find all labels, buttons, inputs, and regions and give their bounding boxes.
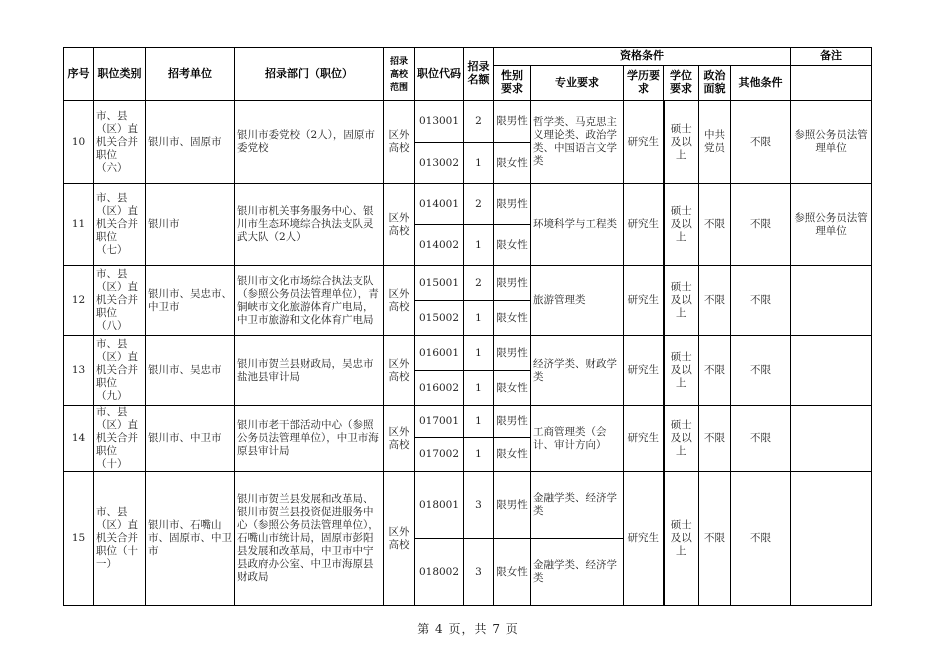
seq-cell: 15 bbox=[64, 472, 94, 606]
major-cell: 金融学类、经济学类 bbox=[531, 472, 624, 539]
gender-cell: 限女性 bbox=[494, 539, 531, 606]
school-range-cell: 区外高校 bbox=[384, 472, 415, 606]
header-education: 学历要求 bbox=[624, 66, 664, 101]
header-school-range: 招录高校范围 bbox=[384, 48, 415, 101]
header-code: 职位代码 bbox=[415, 48, 464, 101]
seq-cell: 12 bbox=[64, 266, 94, 336]
degree-cell: 硕士及以上 bbox=[664, 472, 699, 606]
remark-cell bbox=[791, 266, 872, 336]
major-cell: 环境科学与工程类 bbox=[531, 184, 624, 266]
remark-cell bbox=[791, 336, 872, 406]
seq-cell: 13 bbox=[64, 336, 94, 406]
quota-cell: 1 bbox=[464, 438, 494, 472]
unit-cell: 银川市、固原市 bbox=[146, 101, 235, 184]
education-cell: 研究生 bbox=[624, 101, 664, 184]
gender-cell: 限男性 bbox=[494, 406, 531, 438]
code-cell: 014002 bbox=[415, 225, 464, 266]
school-range-cell: 区外高校 bbox=[384, 336, 415, 406]
major-cell: 哲学类、马克思主义理论类、政治学类、中国语言文学类 bbox=[531, 101, 624, 184]
table-body bbox=[64, 101, 872, 606]
remark-cell bbox=[791, 472, 872, 606]
quota-cell: 2 bbox=[464, 184, 494, 225]
header-remark-blank bbox=[791, 66, 872, 101]
table-row bbox=[64, 406, 872, 438]
code-cell: 016002 bbox=[415, 371, 464, 406]
dept-cell: 银川市贺兰县财政局，吴忠市盐池县审计局 bbox=[235, 336, 384, 406]
unit-cell: 银川市、中卫市 bbox=[146, 406, 235, 472]
dept-cell: 银川市文化市场综合执法支队（参照公务员法管理单位），青铜峡市文化旅游体育广电局，中卫市旅游和文化体育广电局 bbox=[235, 266, 384, 336]
code-cell: 017001 bbox=[415, 406, 464, 438]
political-cell: 不限 bbox=[699, 266, 731, 336]
code-cell: 014001 bbox=[415, 184, 464, 225]
code-cell: 018001 bbox=[415, 472, 464, 539]
code-cell: 016001 bbox=[415, 336, 464, 371]
header-category: 职位类别 bbox=[94, 48, 146, 101]
other-cell: 不限 bbox=[731, 101, 791, 184]
quota-cell: 1 bbox=[464, 143, 494, 184]
category-cell: 市、县（区）直机关合并职位（八） bbox=[94, 266, 146, 336]
code-cell: 013002 bbox=[415, 143, 464, 184]
quota-cell: 1 bbox=[464, 406, 494, 438]
header-quota: 招录名额 bbox=[464, 48, 494, 101]
dept-cell: 银川市贺兰县发展和改革局、银川市贺兰县投资促进服务中心（参照公务员法管理单位），石嘴山市统计局，固原市彭阳县发展和改革局，中卫市中宁县政府办公室、中卫市海原县财政局 bbox=[235, 472, 384, 606]
gender-cell: 限女性 bbox=[494, 438, 531, 472]
table-row bbox=[64, 472, 872, 539]
code-cell: 013001 bbox=[415, 101, 464, 143]
gender-cell: 限男性 bbox=[494, 101, 531, 143]
major-cell: 经济学类、财政学类 bbox=[531, 336, 624, 406]
header-dept: 招录部门（职位） bbox=[235, 48, 384, 101]
other-cell: 不限 bbox=[731, 472, 791, 606]
gender-cell: 限男性 bbox=[494, 336, 531, 371]
quota-cell: 1 bbox=[464, 225, 494, 266]
quota-cell: 3 bbox=[464, 472, 494, 539]
category-cell: 市、县（区）直机关合并职位（七） bbox=[94, 184, 146, 266]
other-cell: 不限 bbox=[731, 406, 791, 472]
table-row bbox=[64, 266, 872, 301]
header-political: 政治面貌 bbox=[699, 66, 731, 101]
remark-cell: 参照公务员法管理单位 bbox=[791, 101, 872, 184]
school-range-cell: 区外高校 bbox=[384, 406, 415, 472]
header-other: 其他条件 bbox=[731, 66, 791, 101]
category-cell: 市、县（区）直机关合并职位（六） bbox=[94, 101, 146, 184]
unit-cell: 银川市、吴忠市 bbox=[146, 336, 235, 406]
education-cell: 研究生 bbox=[624, 336, 664, 406]
school-range-cell: 区外高校 bbox=[384, 184, 415, 266]
category-cell: 市、县（区）直机关合并职位（十一） bbox=[94, 472, 146, 606]
gender-cell: 限女性 bbox=[494, 143, 531, 184]
dept-cell: 银川市老干部活动中心（参照公务员法管理单位），中卫市海原县审计局 bbox=[235, 406, 384, 472]
code-cell: 017002 bbox=[415, 438, 464, 472]
table-row bbox=[64, 336, 872, 371]
political-cell: 不限 bbox=[699, 184, 731, 266]
education-cell: 研究生 bbox=[624, 472, 664, 606]
degree-cell: 硕士及以上 bbox=[664, 184, 699, 266]
header-qualifications: 资格条件 bbox=[494, 48, 791, 66]
header-degree: 学位要求 bbox=[664, 66, 699, 101]
table-row bbox=[64, 184, 872, 225]
education-cell: 研究生 bbox=[624, 406, 664, 472]
header-seq: 序号 bbox=[64, 48, 94, 101]
political-cell: 不限 bbox=[699, 336, 731, 406]
category-cell: 市、县（区）直机关合并职位（十） bbox=[94, 406, 146, 472]
quota-cell: 1 bbox=[464, 371, 494, 406]
other-cell: 不限 bbox=[731, 336, 791, 406]
unit-cell: 银川市、吴忠市、中卫市 bbox=[146, 266, 235, 336]
seq-cell: 10 bbox=[64, 101, 94, 184]
gender-cell: 限男性 bbox=[494, 266, 531, 301]
unit-cell: 银川市 bbox=[146, 184, 235, 266]
header-major: 专业要求 bbox=[531, 66, 624, 101]
quota-cell: 1 bbox=[464, 336, 494, 371]
major-cell: 工商管理类（会计、审计方向） bbox=[531, 406, 624, 472]
dept-cell: 银川市机关事务服务中心、银川市生态环境综合执法支队灵武大队（2人） bbox=[235, 184, 384, 266]
code-cell: 015001 bbox=[415, 266, 464, 301]
gender-cell: 限女性 bbox=[494, 371, 531, 406]
quota-cell: 2 bbox=[464, 266, 494, 301]
code-cell: 015002 bbox=[415, 301, 464, 336]
school-range-cell: 区外高校 bbox=[384, 101, 415, 184]
page-footer: 第 4 页，共 7 页 bbox=[417, 622, 519, 636]
header-unit: 招考单位 bbox=[146, 48, 235, 101]
header-remark: 备注 bbox=[791, 48, 872, 66]
header-gender: 性别要求 bbox=[494, 66, 531, 101]
education-cell: 研究生 bbox=[624, 266, 664, 336]
gender-cell: 限男性 bbox=[494, 184, 531, 225]
school-range-cell: 区外高校 bbox=[384, 266, 415, 336]
degree-cell: 硕士及以上 bbox=[664, 266, 699, 336]
recruitment-table bbox=[63, 47, 872, 606]
education-cell: 研究生 bbox=[624, 184, 664, 266]
gender-cell: 限男性 bbox=[494, 472, 531, 539]
other-cell: 不限 bbox=[731, 184, 791, 266]
quota-cell: 2 bbox=[464, 101, 494, 143]
major-cell: 金融学类、经济学类 bbox=[531, 539, 624, 606]
dept-cell: 银川市委党校（2人），固原市委党校 bbox=[235, 101, 384, 184]
quota-cell: 3 bbox=[464, 539, 494, 606]
table-row bbox=[64, 101, 872, 143]
code-cell: 018002 bbox=[415, 539, 464, 606]
seq-cell: 14 bbox=[64, 406, 94, 472]
political-cell: 不限 bbox=[699, 472, 731, 606]
unit-cell: 银川市、石嘴山市、固原市、中卫市 bbox=[146, 472, 235, 606]
seq-cell: 11 bbox=[64, 184, 94, 266]
gender-cell: 限女性 bbox=[494, 301, 531, 336]
remark-cell bbox=[791, 406, 872, 472]
degree-cell: 硕士及以上 bbox=[664, 336, 699, 406]
gender-cell: 限女性 bbox=[494, 225, 531, 266]
degree-cell: 硕士及以上 bbox=[664, 101, 699, 184]
political-cell: 中共党员 bbox=[699, 101, 731, 184]
remark-cell: 参照公务员法管理单位 bbox=[791, 184, 872, 266]
quota-cell: 1 bbox=[464, 301, 494, 336]
degree-cell: 硕士及以上 bbox=[664, 406, 699, 472]
category-cell: 市、县（区）直机关合并职位（九） bbox=[94, 336, 146, 406]
major-cell: 旅游管理类 bbox=[531, 266, 624, 336]
other-cell: 不限 bbox=[731, 266, 791, 336]
political-cell: 不限 bbox=[699, 406, 731, 472]
